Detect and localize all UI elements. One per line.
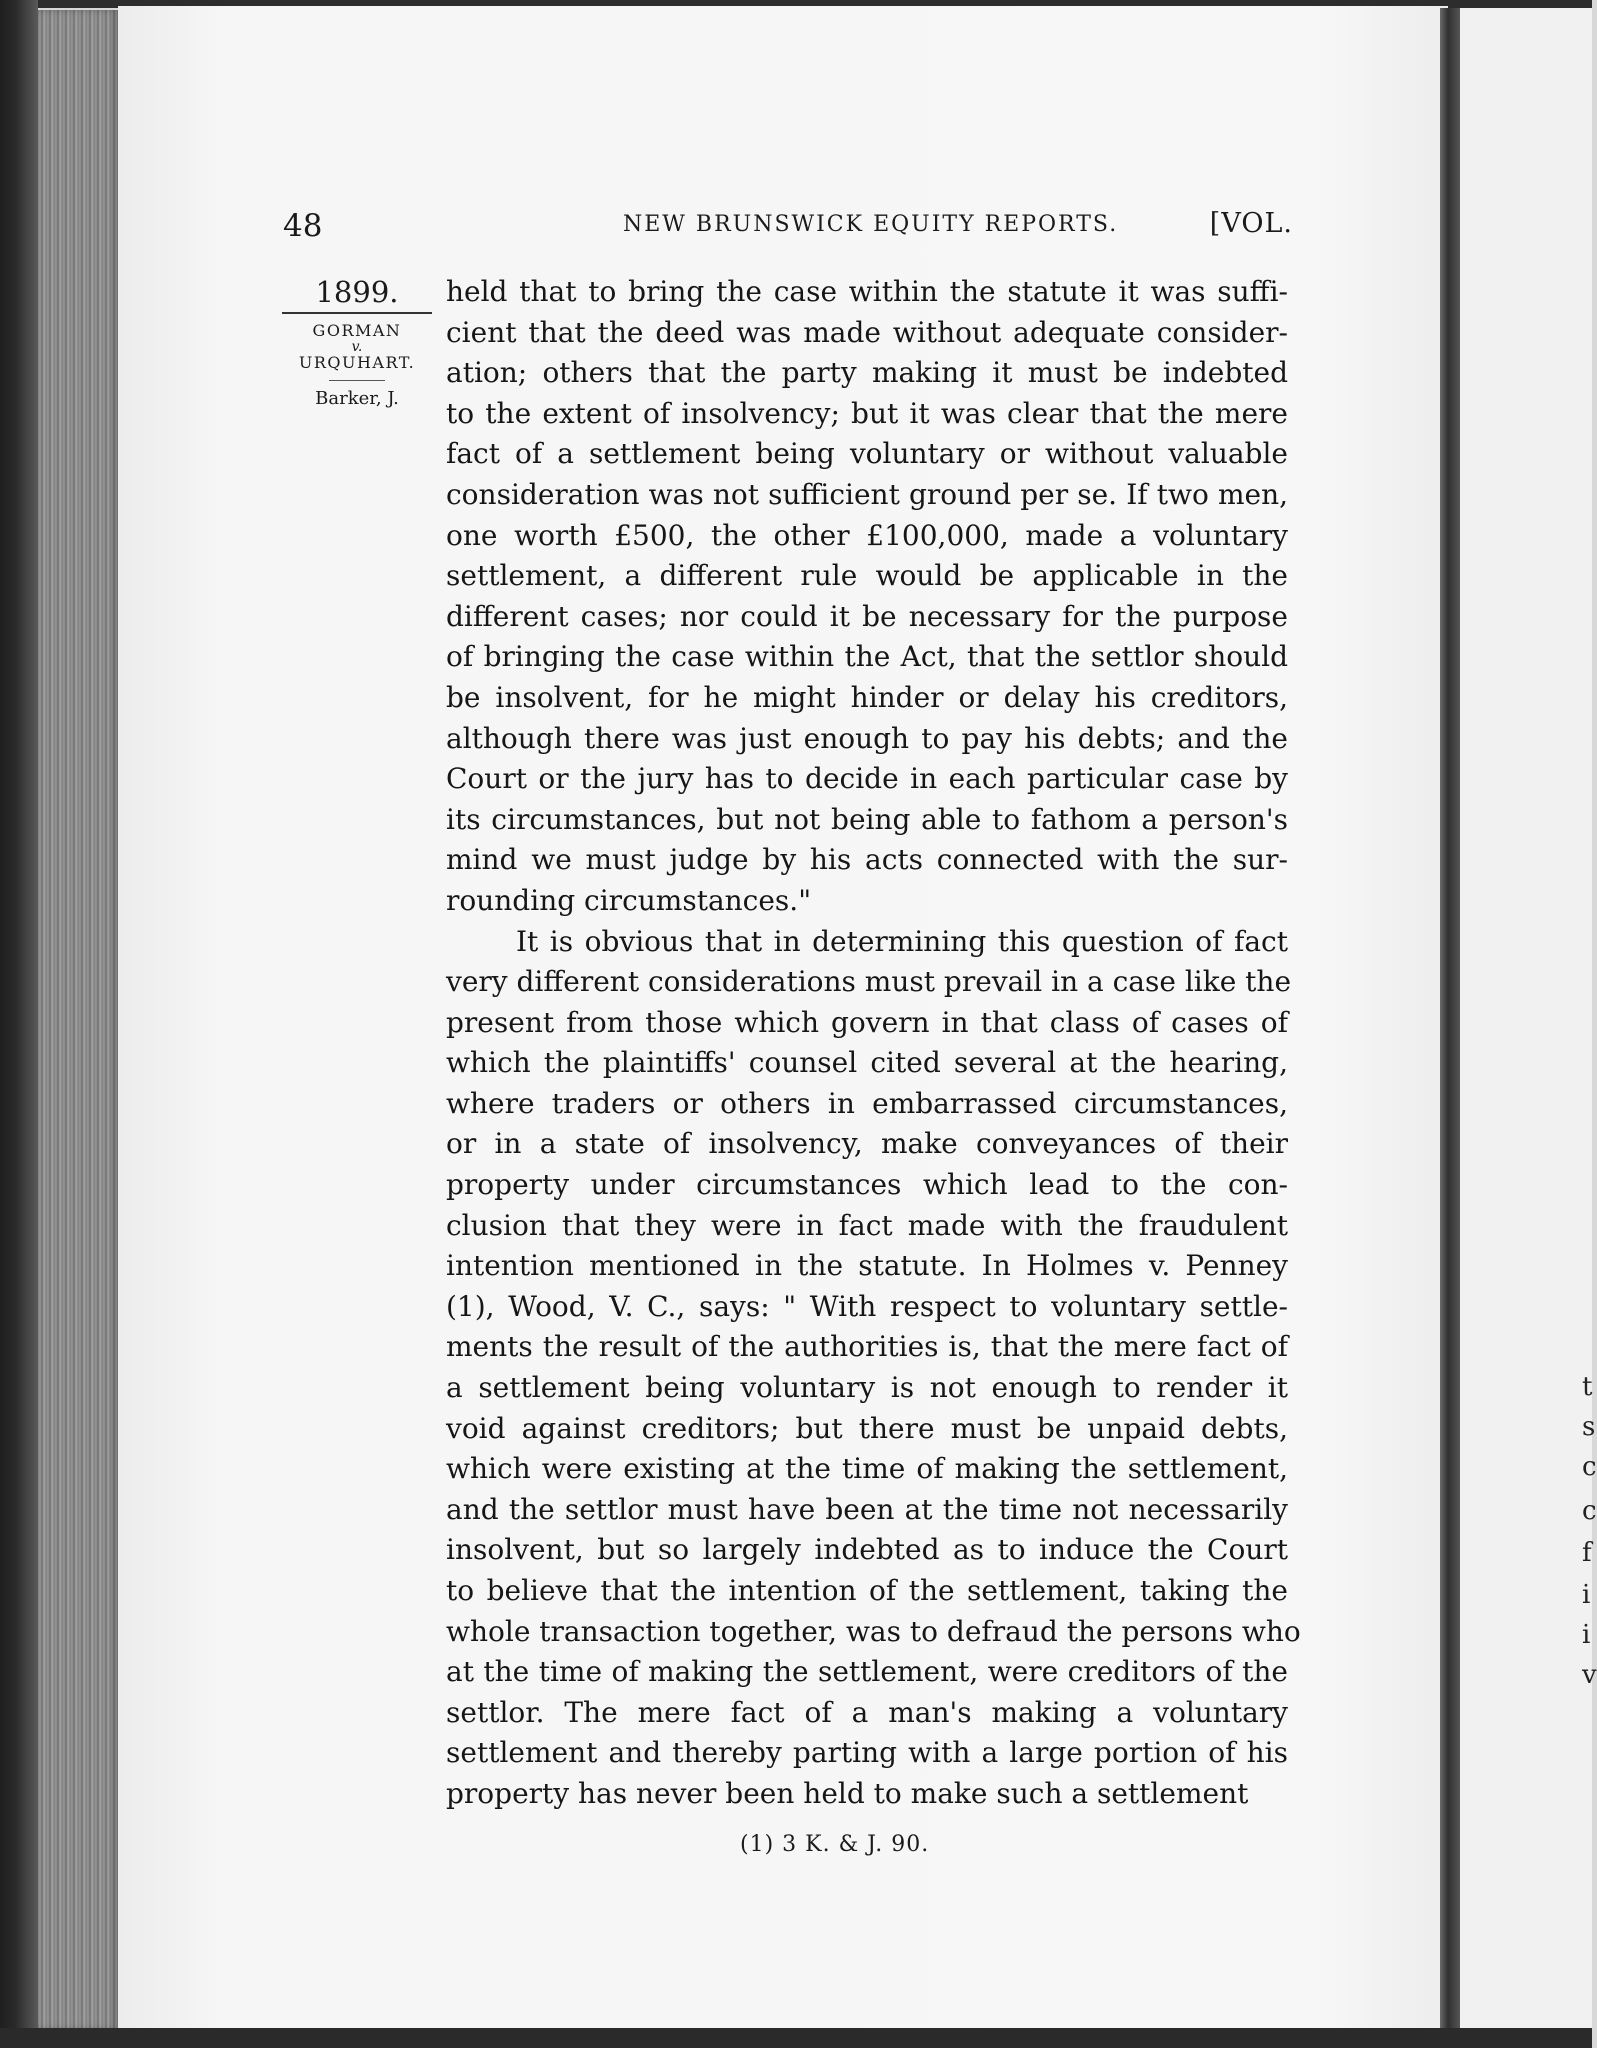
text-line: insolvent, but so largely indebted as to induce the Court — [446, 1533, 1288, 1567]
text-line: (1), Wood, V. C., says: " With respect to voluntary settle- — [446, 1289, 1288, 1323]
text-line: to the extent of insolvency; but it was clear that the mere — [446, 396, 1288, 430]
margin-notes — [282, 274, 432, 411]
body-text — [446, 272, 1301, 1815]
facing-page-fragment: c — [1582, 1452, 1597, 1482]
text-line: very different considerations must prevail in a case like the — [446, 965, 1292, 999]
text-line: consideration was not sufficient ground per se. If two men, — [446, 477, 1288, 511]
text-line: property under circumstances which lead to the con- — [446, 1168, 1288, 1202]
text-line: rounding circumstances." — [446, 883, 812, 917]
case-versus: v. — [351, 339, 363, 355]
case-party-1: GORMAN — [312, 321, 402, 340]
text-line: although there was just enough to pay his debts; and the — [446, 721, 1288, 755]
facing-page-fragment: i — [1582, 1620, 1591, 1650]
text-line: and the settlor must have been at the time not necessarily — [446, 1492, 1288, 1526]
text-line: of bringing the case within the Act, that the settlor should — [446, 640, 1288, 674]
text-line: at the time of making the settlement, were creditors of the — [446, 1655, 1288, 1689]
text-line: mind we must judge by his acts connected with the sur- — [446, 843, 1288, 877]
text-line: be insolvent, for he might hinder or delay his creditors, — [446, 680, 1288, 714]
text-line: settlor. The mere fact of a man's making a voluntary — [446, 1695, 1288, 1729]
facing-page-fragment: i — [1582, 1580, 1591, 1610]
text-line: clusion that they were in fact made with the fraudulent — [446, 1208, 1288, 1242]
text-line: held that to bring the case within the statute it was suffi- — [446, 275, 1288, 308]
case-year: 1899. — [315, 275, 399, 309]
text-line: It is obvious that in determining this question of fact — [516, 924, 1288, 958]
text-line: which the plaintiffs' counsel cited several at the hearing, — [446, 1046, 1288, 1080]
text-line: ation; others that the party making it must be indebted — [446, 356, 1288, 390]
text-line: Court or the jury has to decide in each particular case by — [446, 762, 1288, 796]
text-line: different cases; nor could it be necessary for the purpose — [446, 599, 1288, 633]
text-line: void against creditors; but there must be unpaid debts, — [446, 1411, 1288, 1445]
text-line: a settlement being voluntary is not enough to render it — [446, 1371, 1288, 1405]
text-line: which were existing at the time of making the settlement, — [446, 1452, 1288, 1486]
facing-page-fragment: t — [1582, 1372, 1593, 1402]
facing-page-fragment: c — [1582, 1496, 1597, 1526]
text-line: fact of a settlement being voluntary or without valuable — [446, 437, 1288, 471]
facing-page-edge — [1460, 8, 1597, 2028]
text-line: where traders or others in embarrassed circumstances, — [446, 1086, 1288, 1120]
page-number: 48 — [283, 208, 323, 244]
judge-name: Barker, J. — [315, 388, 399, 409]
margin-short-rule — [329, 380, 385, 381]
scan-bottom-border — [0, 2028, 1592, 2048]
facing-page-fragment: f — [1582, 1538, 1592, 1568]
text-line: ments the result of the authorities is, that the mere fact of — [446, 1330, 1288, 1364]
text-line: whole transaction together, was to defraud the persons who — [446, 1614, 1301, 1648]
text-line: its circumstances, but not being able to fathom a person's — [446, 802, 1288, 836]
running-head — [283, 208, 1293, 248]
facing-page-fragment: s — [1582, 1412, 1596, 1442]
text-line: to believe that the intention of the settlement, taking the — [446, 1574, 1288, 1607]
text-line: settlement and thereby parting with a large portion of his — [446, 1736, 1288, 1770]
text-line: or in a state of insolvency, make conveyances of their — [446, 1127, 1288, 1161]
footnote: (1) 3 K. & J. 90. — [740, 1832, 930, 1857]
book-spine-divider — [1440, 8, 1460, 2028]
facing-page-fragment: v — [1582, 1660, 1597, 1690]
text-line: intention mentioned in the statute. In Holmes v. Penney — [446, 1249, 1288, 1283]
text-line: present from those which govern in that class of cases of — [446, 1005, 1288, 1039]
text-line: one worth £500, the other £100,000, made a voluntary — [446, 518, 1288, 552]
case-party-2: URQUHART. — [298, 353, 416, 372]
text-line: property has never been held to make such a settlement — [446, 1776, 1249, 1810]
text-line: settlement, a different rule would be applicable in the — [446, 559, 1288, 593]
volume-label: [VOL. — [1209, 208, 1293, 239]
stacked-page-edges — [38, 10, 120, 2030]
running-title: NEW BRUNSWICK EQUITY REPORTS. — [623, 212, 1119, 237]
margin-rule — [282, 312, 432, 314]
book-binding-shadow — [0, 0, 38, 2048]
text-line: cient that the deed was made without adequate consider- — [446, 315, 1288, 349]
